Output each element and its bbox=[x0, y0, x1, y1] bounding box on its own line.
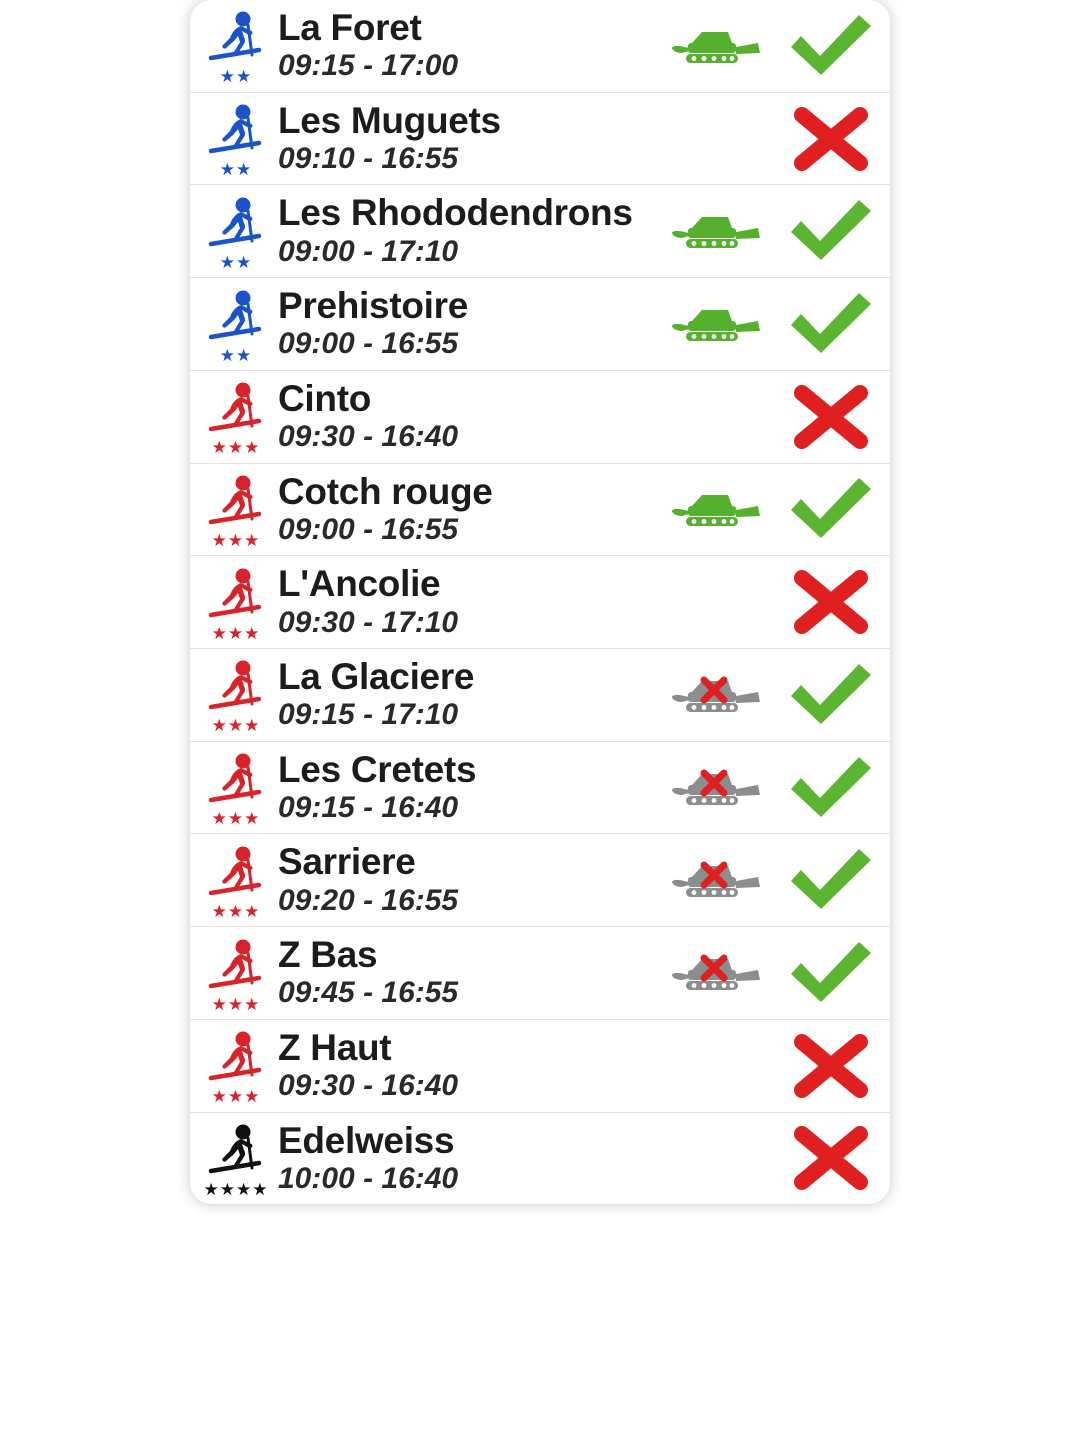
piste-hours: 09:00 - 16:55 bbox=[278, 327, 459, 361]
skier-icon bbox=[205, 844, 267, 906]
difficulty-stars-icon: ★★ bbox=[219, 252, 253, 272]
snow-groomer-crossed-icon bbox=[660, 857, 772, 903]
piste-name: Cotch rouge bbox=[278, 470, 493, 512]
table-row[interactable] bbox=[190, 93, 890, 186]
difficulty-cell bbox=[190, 844, 276, 921]
red-cross-icon bbox=[772, 565, 890, 639]
skier-icon bbox=[205, 658, 267, 720]
difficulty-cell bbox=[190, 288, 276, 365]
skier-icon bbox=[205, 1122, 267, 1184]
piste-hours: 09:15 - 17:00 bbox=[278, 49, 459, 83]
piste-info bbox=[276, 464, 660, 556]
piste-info bbox=[276, 1020, 660, 1112]
skier-icon bbox=[205, 195, 267, 257]
piste-name: Cinto bbox=[278, 377, 372, 419]
difficulty-stars-icon: ★★★ bbox=[211, 530, 261, 550]
difficulty-cell bbox=[190, 9, 276, 87]
piste-info bbox=[276, 742, 660, 834]
piste-hours: 09:15 - 17:10 bbox=[278, 698, 459, 732]
piste-info bbox=[276, 1113, 660, 1205]
piste-list[interactable] bbox=[190, 0, 890, 1204]
difficulty-stars-icon: ★★ bbox=[219, 67, 253, 87]
difficulty-stars-icon: ★★ bbox=[219, 160, 253, 180]
groomer-empty bbox=[660, 416, 772, 417]
piste-info bbox=[276, 278, 660, 370]
piste-info bbox=[276, 93, 660, 185]
difficulty-stars-icon: ★★★ bbox=[211, 716, 261, 736]
green-check-icon bbox=[772, 287, 890, 361]
piste-info bbox=[276, 927, 660, 1019]
piste-hours: 09:00 - 17:10 bbox=[278, 234, 459, 268]
piste-hours: 09:10 - 16:55 bbox=[278, 141, 459, 175]
groomer-empty bbox=[660, 138, 772, 139]
piste-info bbox=[276, 649, 660, 741]
difficulty-stars-icon: ★★ bbox=[219, 345, 253, 365]
green-check-icon bbox=[772, 751, 890, 825]
difficulty-cell bbox=[190, 1122, 276, 1199]
table-row[interactable] bbox=[190, 834, 890, 927]
groomer-empty bbox=[660, 1158, 772, 1159]
difficulty-stars-icon: ★★★ bbox=[211, 438, 261, 458]
table-row[interactable] bbox=[190, 185, 890, 278]
piste-hours: 09:15 - 16:40 bbox=[278, 790, 459, 824]
green-check-icon bbox=[772, 9, 890, 83]
difficulty-stars-icon: ★★★ bbox=[211, 623, 261, 643]
piste-name: Edelweiss bbox=[278, 1119, 455, 1161]
table-row[interactable] bbox=[190, 278, 890, 371]
table-row[interactable] bbox=[190, 649, 890, 742]
snow-groomer-crossed-icon bbox=[660, 765, 772, 811]
piste-name: L'Ancolie bbox=[278, 563, 441, 605]
piste-name: La Foret bbox=[278, 7, 422, 48]
green-check-icon bbox=[772, 843, 890, 917]
difficulty-cell bbox=[190, 751, 276, 829]
piste-name: Sarriere bbox=[278, 841, 416, 883]
red-cross-icon bbox=[772, 1121, 890, 1195]
piste-hours: 09:30 - 17:10 bbox=[278, 605, 459, 639]
difficulty-cell bbox=[190, 473, 276, 550]
piste-name: Z Haut bbox=[278, 1026, 392, 1068]
difficulty-cell bbox=[190, 1029, 276, 1107]
skier-icon bbox=[205, 380, 267, 442]
difficulty-cell bbox=[190, 658, 276, 736]
groomer-empty bbox=[660, 602, 772, 603]
skier-icon bbox=[205, 937, 267, 999]
piste-hours: 09:45 - 16:55 bbox=[278, 976, 459, 1010]
piste-hours: 09:30 - 16:40 bbox=[278, 420, 459, 454]
table-row[interactable] bbox=[190, 0, 890, 93]
piste-hours: 10:00 - 16:40 bbox=[278, 1161, 459, 1195]
table-row[interactable] bbox=[190, 371, 890, 464]
skier-icon bbox=[205, 288, 267, 350]
skier-icon bbox=[205, 9, 267, 71]
snow-groomer-crossed-icon bbox=[660, 950, 772, 996]
difficulty-cell bbox=[190, 380, 276, 458]
piste-name: La Glaciere bbox=[278, 656, 475, 698]
piste-info bbox=[276, 0, 660, 92]
piste-name: Z Bas bbox=[278, 934, 378, 976]
red-cross-icon bbox=[772, 1029, 890, 1103]
piste-hours: 09:20 - 16:55 bbox=[278, 883, 459, 917]
snow-groomer-icon bbox=[660, 23, 772, 69]
difficulty-stars-icon: ★★★ bbox=[211, 994, 261, 1014]
difficulty-stars-icon: ★★★ bbox=[211, 901, 261, 921]
difficulty-cell bbox=[190, 195, 276, 272]
green-check-icon bbox=[772, 472, 890, 546]
snow-groomer-crossed-icon bbox=[660, 672, 772, 718]
green-check-icon bbox=[772, 194, 890, 268]
skier-icon bbox=[205, 102, 267, 164]
piste-name: Les Muguets bbox=[278, 99, 501, 141]
piste-info bbox=[276, 556, 660, 648]
skier-icon bbox=[205, 566, 267, 628]
table-row[interactable] bbox=[190, 927, 890, 1020]
table-row[interactable] bbox=[190, 1113, 890, 1205]
groomer-empty bbox=[660, 1065, 772, 1066]
table-row[interactable] bbox=[190, 1020, 890, 1113]
skier-icon bbox=[205, 473, 267, 535]
piste-info bbox=[276, 185, 660, 277]
red-cross-icon bbox=[772, 380, 890, 454]
table-row[interactable] bbox=[190, 464, 890, 557]
table-row[interactable] bbox=[190, 742, 890, 835]
skier-icon bbox=[205, 751, 267, 813]
snow-groomer-icon bbox=[660, 208, 772, 254]
table-row[interactable] bbox=[190, 556, 890, 649]
piste-hours: 09:30 - 16:40 bbox=[278, 1069, 459, 1103]
difficulty-cell bbox=[190, 937, 276, 1014]
red-cross-icon bbox=[772, 102, 890, 176]
difficulty-stars-icon: ★★★ bbox=[211, 1087, 261, 1107]
piste-info bbox=[276, 371, 660, 463]
piste-name: Prehistoire bbox=[278, 285, 468, 327]
piste-hours: 09:00 - 16:55 bbox=[278, 512, 459, 546]
green-check-icon bbox=[772, 936, 890, 1010]
piste-name: Les Cretets bbox=[278, 748, 477, 790]
difficulty-stars-icon: ★★★★ bbox=[203, 1179, 269, 1199]
skier-icon bbox=[205, 1029, 267, 1091]
green-check-icon bbox=[772, 658, 890, 732]
difficulty-cell bbox=[190, 566, 276, 643]
difficulty-cell bbox=[190, 102, 276, 180]
difficulty-stars-icon: ★★★ bbox=[211, 809, 261, 829]
snow-groomer-icon bbox=[660, 301, 772, 347]
piste-info bbox=[276, 834, 660, 926]
piste-list-card bbox=[190, 0, 890, 1204]
piste-name: Les Rhododendrons bbox=[278, 192, 633, 234]
snow-groomer-icon bbox=[660, 486, 772, 532]
